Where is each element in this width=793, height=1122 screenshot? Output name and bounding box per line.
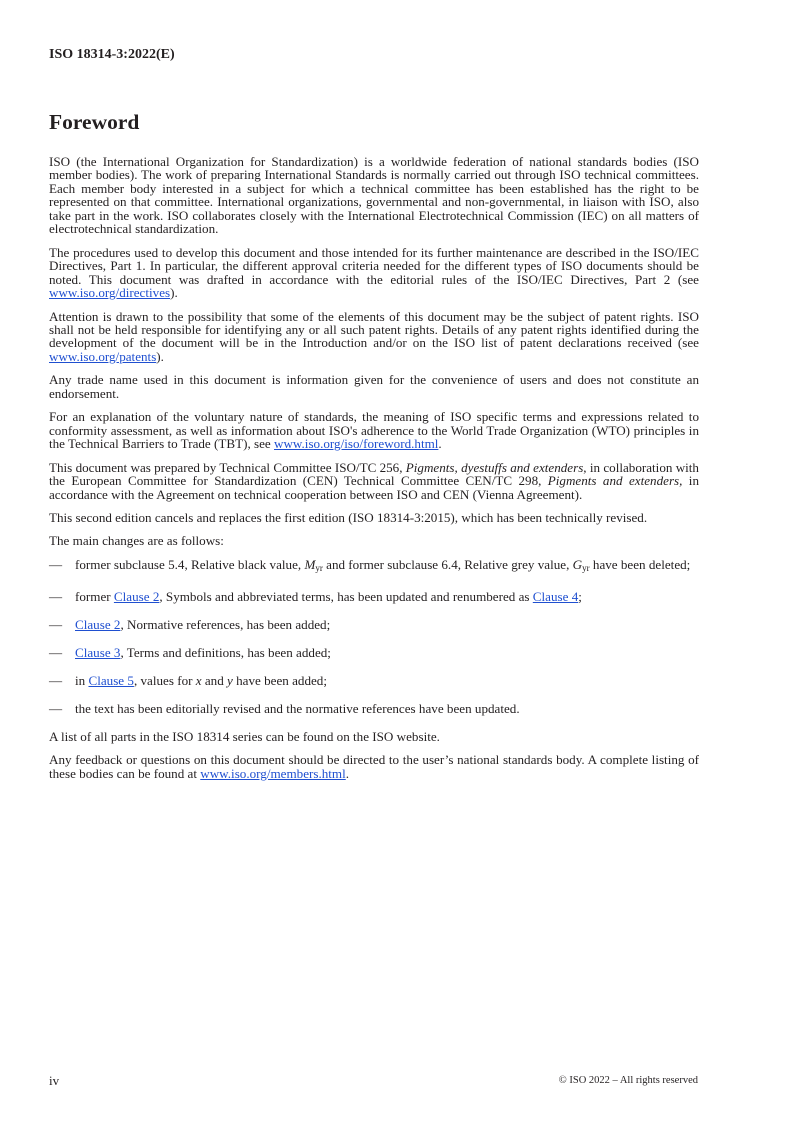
text: the text has been editorially revised and the normative references have been updated. — [75, 700, 520, 716]
page-title: Foreword — [49, 110, 140, 134]
italic-text: Pigments and extenders, — [547, 473, 683, 489]
paragraph — [49, 534, 699, 547]
text: have been deleted; — [589, 556, 691, 572]
text: ISO (the International Organization for Standardization) is a worldwide federation of national standards bodies (ISO member bodies). The work of preparing International Standards is normally carried out through ISO technical committees. Each member body interested in a subject for which a technical committee has been established has the right to be represented on that committee. International organizations, governmental and non-governmental, in liaison with ISO, also take part in the work. ISO collaborates closely with the International Electrotechnical Commission (IEC) on all matters of electrotechnical standardization. — [49, 154, 699, 237]
link[interactable]: www.iso.org/members.html — [200, 765, 346, 781]
paragraph — [49, 310, 699, 364]
list-item-text — [75, 558, 699, 575]
text: This second edition cancels and replaces the first edition (ISO 18314-3:2015), which has been technically revised. — [49, 509, 648, 525]
closing-paragraphs — [49, 730, 699, 780]
paragraph — [49, 373, 699, 400]
italic-text: G — [572, 556, 583, 572]
subscript: yr — [315, 562, 323, 573]
list-item — [49, 702, 699, 715]
page-number: iv — [49, 1073, 60, 1088]
link[interactable]: Clause 2 — [113, 588, 160, 604]
link[interactable]: www.iso.org/patents — [49, 348, 157, 364]
subscript: yr — [582, 562, 590, 573]
text: The procedures used to develop this document and those intended for its further maintenance are described in the ISO/IEC Directives, Part 1. In particular, the different approval criteria needed for the different types of ISO documents should be noted. This document was drafted in accordance with the editorial rules of the ISO/IEC Directives, Part 2 (see — [49, 244, 699, 287]
text: The main changes are as follows: — [49, 533, 224, 549]
text: ). — [156, 348, 164, 364]
list-item-text — [75, 590, 699, 603]
list-dash: — — [49, 556, 63, 572]
paragraph — [49, 511, 699, 524]
link[interactable]: www.iso.org/directives — [49, 285, 171, 301]
text: in accordance with the Agreement on technical cooperation between ISO and CEN (Vienna Agreement). — [49, 473, 699, 502]
link[interactable]: Clause 2 — [75, 616, 121, 632]
text: This document was prepared by Technical Committee ISO/TC 256, — [49, 459, 406, 475]
text: . — [438, 436, 442, 452]
paragraph — [49, 461, 699, 501]
document-id: ISO 18314-3:2022(E) — [49, 47, 175, 62]
paragraph — [49, 246, 699, 300]
list-item-text — [75, 702, 699, 715]
link[interactable]: Clause 3 — [75, 644, 121, 660]
copyright: © ISO 2022 – All rights reserved — [558, 1075, 698, 1086]
paragraph — [49, 410, 699, 450]
paragraph — [49, 730, 699, 743]
paragraph — [49, 155, 699, 236]
text: . — [345, 765, 350, 781]
list-item — [49, 618, 699, 631]
text: A list of all parts in the ISO 18314 series can be found on the ISO website. — [49, 728, 440, 744]
list-dash: — — [49, 616, 63, 632]
text: ; — [578, 588, 582, 604]
list-item — [49, 590, 699, 603]
text: , Normative references, has been added; — [120, 616, 331, 632]
text: and — [201, 672, 228, 688]
list-dash: — — [49, 644, 63, 660]
text: have been added; — [232, 672, 327, 688]
list-item — [49, 674, 699, 687]
changes-list — [49, 558, 699, 715]
text: , values for — [133, 672, 196, 688]
list-item — [49, 558, 699, 575]
text: Any trade name used in this document is information given for the convenience of users and does not constitute an endorsement. — [49, 372, 699, 401]
text: For an explanation of the voluntary nature of standards, the meaning of ISO specific terms and expressions related to conformity assessment, as well as information about ISO's adherence to the World Trade Organization (WTO) principles in the Technical Barriers to Trade (TBT), see — [49, 409, 699, 452]
list-item-text — [75, 646, 699, 659]
text: former subclause 5.4, Relative black value, — [75, 556, 305, 572]
italic-text: Pigments, dyestuffs and extenders — [405, 459, 584, 475]
text: Any feedback or questions on this document should be directed to the user’s national standards body. A complete listing of these bodies can be found at — [49, 752, 699, 781]
text: Attention is drawn to the possibility that some of the elements of this document may be the subject of patent rights. ISO shall not be held responsible for identifying any or all such patent rights. Details of any patent rights identified during the development of the document will be in the Introduction and/or on the ISO list of patent declarations received (see — [49, 308, 699, 351]
italic-text: y — [227, 672, 233, 688]
italic-text: x — [195, 672, 202, 688]
link[interactable]: Clause 5 — [88, 672, 134, 688]
text: former — [75, 588, 114, 604]
list-item-text — [75, 674, 699, 687]
foreword-body — [49, 155, 699, 790]
text: ). — [170, 285, 178, 301]
paragraphs — [49, 155, 699, 548]
list-item-text — [75, 618, 699, 631]
text: , Symbols and abbreviated terms, has been updated and renumbered as — [159, 588, 533, 604]
list-dash: — — [49, 672, 63, 688]
text: , in collaboration with the European Committee for Standardization (CEN) Technical Committee CEN/TC 298, — [49, 459, 699, 489]
text: , Terms and definitions, has been added; — [120, 644, 331, 660]
list-item — [49, 646, 699, 659]
list-dash: — — [49, 588, 63, 604]
list-dash: — — [49, 700, 63, 716]
link[interactable]: Clause 4 — [532, 588, 579, 604]
link[interactable]: www.iso.org/iso/foreword.html — [274, 436, 439, 452]
text: in — [75, 672, 89, 688]
italic-text: M — [304, 556, 316, 572]
paragraph — [49, 753, 699, 780]
text: and former subclause 6.4, Relative grey value, — [322, 556, 573, 572]
